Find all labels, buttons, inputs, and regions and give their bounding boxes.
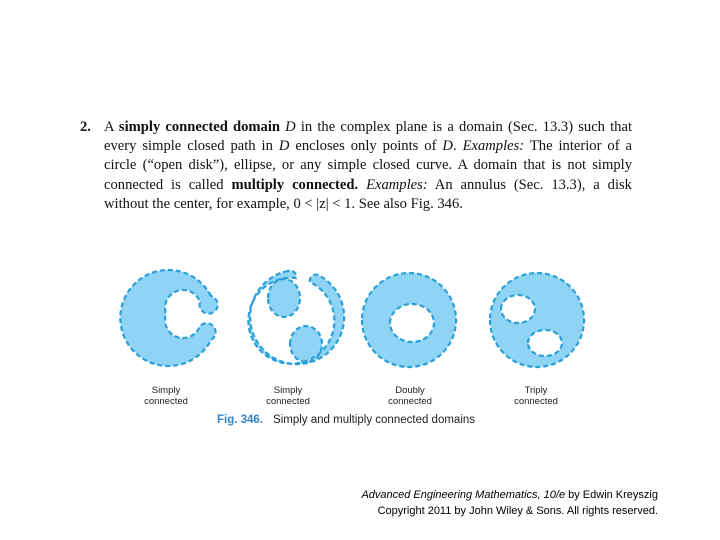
figure-caption [217,414,475,426]
panel-caption-line: connected [266,396,310,407]
simply-connected-slit-shape [248,271,344,365]
domain-shapes [120,270,584,367]
math-variable: D [285,119,296,135]
panel-caption-line: connected [514,396,558,407]
item-number: 2. [80,119,91,135]
text-run: A [104,119,119,135]
panel-caption-line: Simply [151,385,181,396]
panel-caption-line: Simply [273,385,303,396]
text-run: The interior of a circle (“open disk”), ellipse, or any simple closed curve. A domain that is not simply connected is called [104,138,633,193]
term-multiply-connected: multiply connected. [231,176,359,193]
examples-label: Examples: [462,138,525,155]
figure-caption-text: Simply and multiply connected domains [273,414,476,426]
panel-caption-line: connected [144,396,188,407]
simply-connected-c-shape [120,270,217,366]
text-run: . [452,138,463,155]
panel-caption-line: Triply [524,385,548,396]
examples-label: Examples: [366,176,428,193]
panel-caption [486,385,586,407]
term-simply-connected: simply connected domain [118,119,281,135]
text-run: encloses only points of [289,138,443,155]
credit-line-2: Copyright 2011 by John Wiley & Sons. All rights reserved. [377,505,658,517]
panel-caption-line: connected [388,396,432,407]
copyright-credit [361,487,658,519]
text-run: An annulus (Sec. 13.3), a disk without the center, for example, 0 < |z| < 1. See also Fig. 346. [104,176,632,212]
panel-caption-line: Doubly [395,385,425,396]
figure-label: Fig. 346. [217,414,264,426]
credit-author: by Edwin Kreyszig [565,489,658,501]
triply-connected-disk [490,273,584,367]
panel-caption [238,385,338,407]
credit-line-1 [361,487,658,503]
math-variable: D [278,138,290,155]
panel-caption [360,385,460,407]
book-title: Advanced Engineering Mathematics, 10/e [361,489,566,501]
math-variable: D [442,138,453,155]
text-run: in the complex plane is a domain (Sec. 13.3) such that every simple closed path in [104,119,633,155]
panel-caption [116,385,216,407]
doubly-connected-annulus [362,273,456,367]
